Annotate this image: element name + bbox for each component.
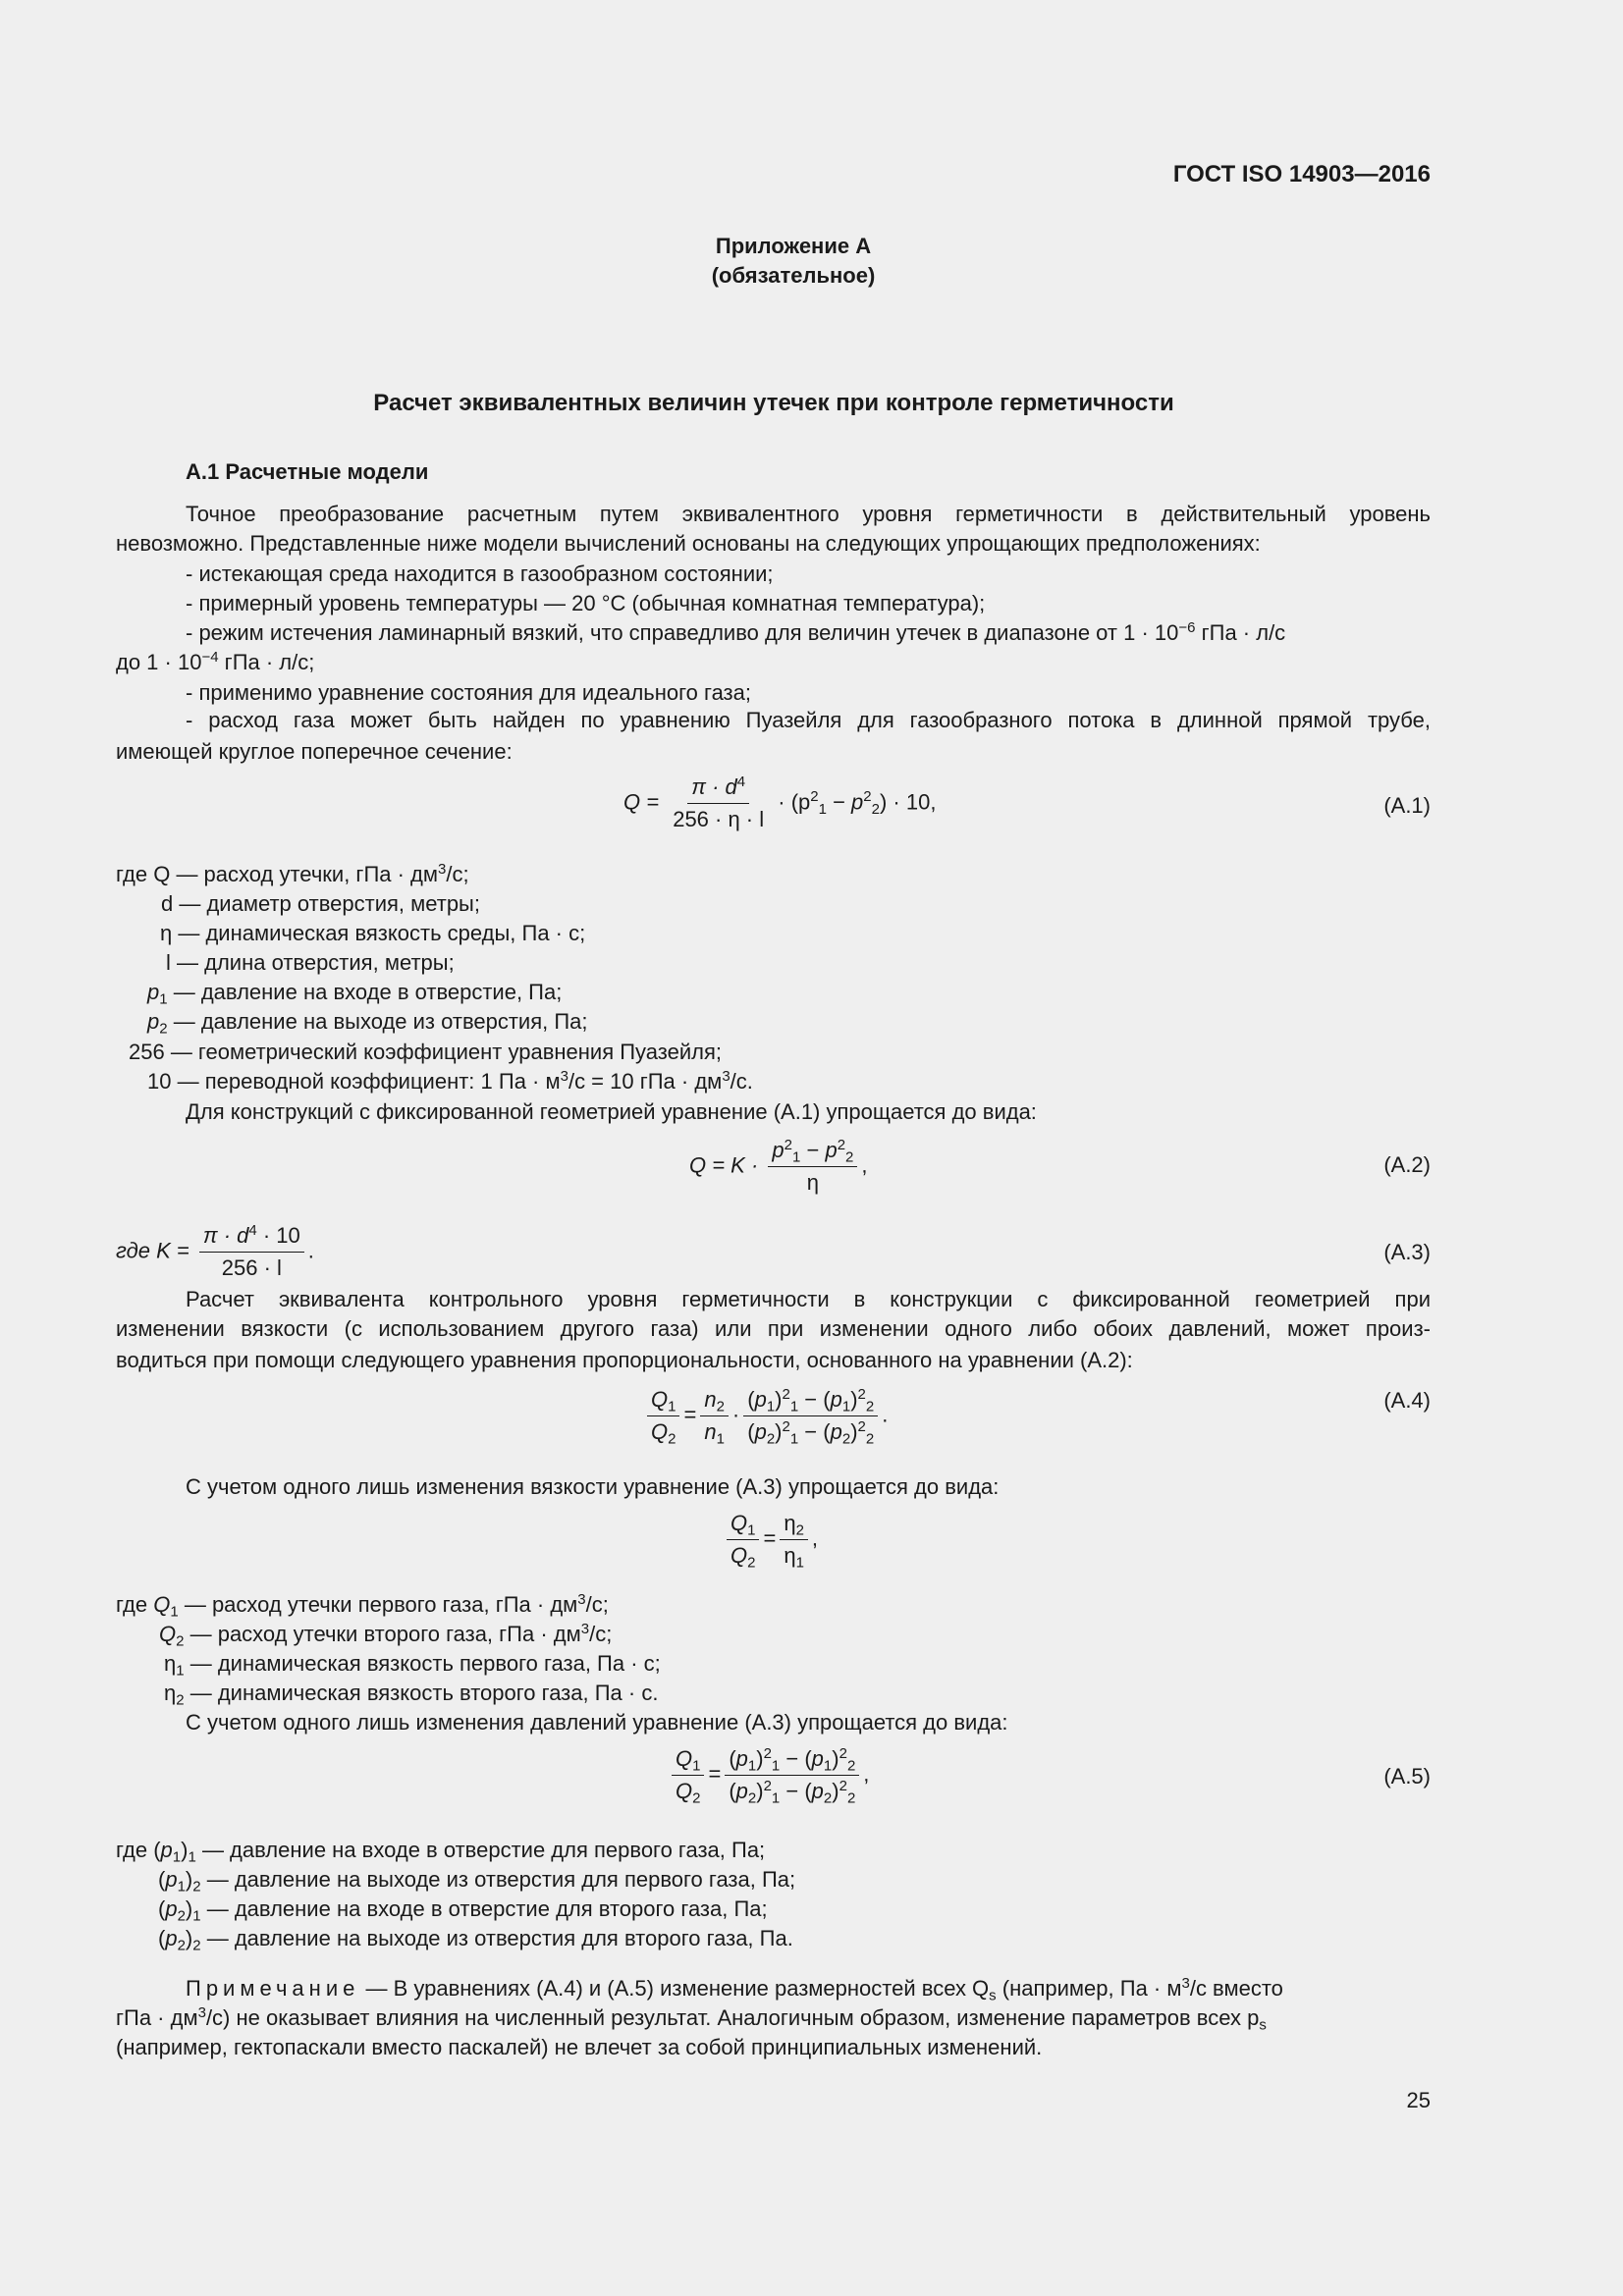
note-line-1: Примечание — В уравнениях (А.4) и (А.5) изменение размерностей всех $Q_s$ (например, Па · $м^3/с$ вместо <box>186 1974 1283 2004</box>
equation-a5-label: (А.5) <box>1383 1764 1431 1789</box>
legend-p2: $p_2$ — давление на выходе из отверстия, Па; <box>147 1009 588 1038</box>
legend-q1: где $Q_1$ — расход утечки первого газа, гПа · $дм^3/с$; <box>116 1590 609 1621</box>
note-label: Примечание <box>186 1976 360 2001</box>
legend-p1: $p_1$ — давление на входе в отверстие, Па; <box>147 980 563 1008</box>
a2-intro: Для конструкций с фиксированной геометрией уравнение (А.1) упрощается до вида: <box>186 1099 1037 1124</box>
legend-256: 256 — геометрический коэффициент уравнения Пуазейля; <box>129 1040 723 1064</box>
pressure-intro: С учетом одного лишь изменения давлений уравнение (А.3) упрощается до вида: <box>186 1710 1008 1735</box>
legend-10: 10 — переводной коэффициент: 1 Па · $м^3/с = 10$ гПа · $дм^3/с$. <box>147 1067 753 1094</box>
legend-p1-2: $(p_1)_2$ — давление на выходе из отверстия для первого газа, Па; <box>158 1867 796 1896</box>
intro-line-2: невозможно. Представленные ниже модели вычислений основаны на следующих упрощающих предположениях: <box>116 531 1261 556</box>
equation-a2-label: (А.2) <box>1383 1152 1431 1177</box>
legend-p2-1: $(p_2)_1$ — давление на входе в отверстие для второго газа, Па; <box>158 1896 768 1925</box>
assumption-3-line-1: - режим истечения ламинарный вязкий, что справедливо для величин утечек в диапазоне от $1 \cdot 10^{-6}$ гПа · л/с <box>186 618 1286 645</box>
assumption-5-line-1: - расход газа может быть найден по уравнению Пуазейля для газообразного потока в длинной прямой трубе, <box>186 708 1431 732</box>
equation-a4: $\frac{Q_1}{Q_2}$ = $\frac{n_2}{n_1}$ · $\frac{(p_1)^2_1 - (p_1)^2_2}{(p_2)^2_1 - (p_2)^2_2}$ . <box>643 1386 888 1446</box>
legend-eta2: $\eta_2$ — динамическая вязкость второго газа, Па · с. <box>164 1681 659 1709</box>
para2-line-2: изменении вязкости (с использованием другого газа) или при изменении одного либо обоих давлений, может произ- <box>116 1316 1431 1341</box>
page-number: 25 <box>1406 2088 1431 2112</box>
document-code: ГОСТ ISO 14903—2016 <box>1172 161 1431 187</box>
legend-p2-2: $(p_2)_2$ — давление на выходе из отверстия для второго газа, Па. <box>158 1926 793 1954</box>
equation-a1-label: (А.1) <box>1383 793 1431 818</box>
legend-q2: $Q_2$ — расход утечки второго газа, гПа · $дм^3/с$; <box>159 1620 613 1650</box>
para2-line-1: Расчет эквивалента контрольного уровня герметичности в конструкции с фиксированной геометрией при <box>186 1287 1431 1311</box>
equation-viscosity: $\frac{Q_1}{Q_2}$ = $\frac{\eta_2}{\eta_1}$ , <box>723 1510 818 1570</box>
equation-a3-label: (А.3) <box>1383 1240 1431 1264</box>
equation-a4-label: (А.4) <box>1383 1388 1431 1413</box>
legend-eta: η — динамическая вязкость среды, Па · с; <box>160 921 586 945</box>
equation-a3: где K = $\frac{\pi \cdot d^4 \cdot 10}{256 \cdot l}$ . <box>116 1221 314 1280</box>
legend-d: d — диаметр отверстия, метры; <box>161 891 480 916</box>
assumption-5-line-2: имеющей круглое поперечное сечение: <box>116 739 513 764</box>
equation-a1: Q = $\frac{\pi \cdot d^4}{256 \cdot \eta \cdot l}$ · $(p^2_1 - p^2_2) \cdot 10$, <box>623 773 937 831</box>
legend-eta1: $\eta_1$ — динамическая вязкость первого газа, Па · с; <box>164 1651 661 1680</box>
appendix-title: Приложение А <box>715 234 872 258</box>
legend-l: l — длина отверстия, метры; <box>166 950 455 975</box>
note-line-2: гПа · $дм^3/с$) не оказывает влияния на численный результат. Аналогичным образом, изменение параметров всех $p_s$ <box>116 2003 1267 2034</box>
equation-a5: $\frac{Q_1}{Q_2}$ = $\frac{(p_1)^2_1 - (p_1)^2_2}{(p_2)^2_1 - (p_2)^2_2}$ , <box>668 1745 869 1805</box>
legend-q: где Q — расход утечки, гПа · $дм^3/с$; <box>116 860 469 886</box>
equation-a1-fraction: $\frac{\pi \cdot d^4}{256 \cdot \eta \cdot l}$ <box>673 773 765 831</box>
assumption-4: - применимо уравнение состояния для идеального газа; <box>186 680 751 705</box>
viscosity-intro: С учетом одного лишь изменения вязкости уравнение (А.3) упрощается до вида: <box>186 1474 1000 1499</box>
section-title: Расчет эквивалентных величин утечек при контроле герметичности <box>373 390 1174 416</box>
para2-line-3: водиться при помощи следующего уравнения пропорциональности, основанного на уравнении (А.2): <box>116 1348 1133 1372</box>
note-line-3: (например, гектопаскали вместо паскалей) не влечет за собой принципиальных изменений. <box>116 2035 1043 2059</box>
intro-line-1: Точное преобразование расчетным путем эквивалентного уровня герметичности в действительный уровень <box>186 502 1431 526</box>
subsection-title: А.1 Расчетные модели <box>186 459 429 484</box>
equation-a2: Q = K · $\frac{p^2_1 - p^2_2}{\eta}$ , <box>689 1136 868 1195</box>
legend-p1-1: где $(p_1)_1$ — давление на входе в отверстие для первого газа, Па; <box>116 1838 766 1866</box>
assumption-1: - истекающая среда находится в газообразном состоянии; <box>186 561 774 586</box>
assumption-3-line-2: до $1 \cdot 10^{-4}$ гПа · л/с; <box>116 648 315 674</box>
appendix-status: (обязательное) <box>711 263 876 288</box>
assumption-2: - примерный уровень температуры — 20 °С (обычная комнатная температура); <box>186 591 986 615</box>
